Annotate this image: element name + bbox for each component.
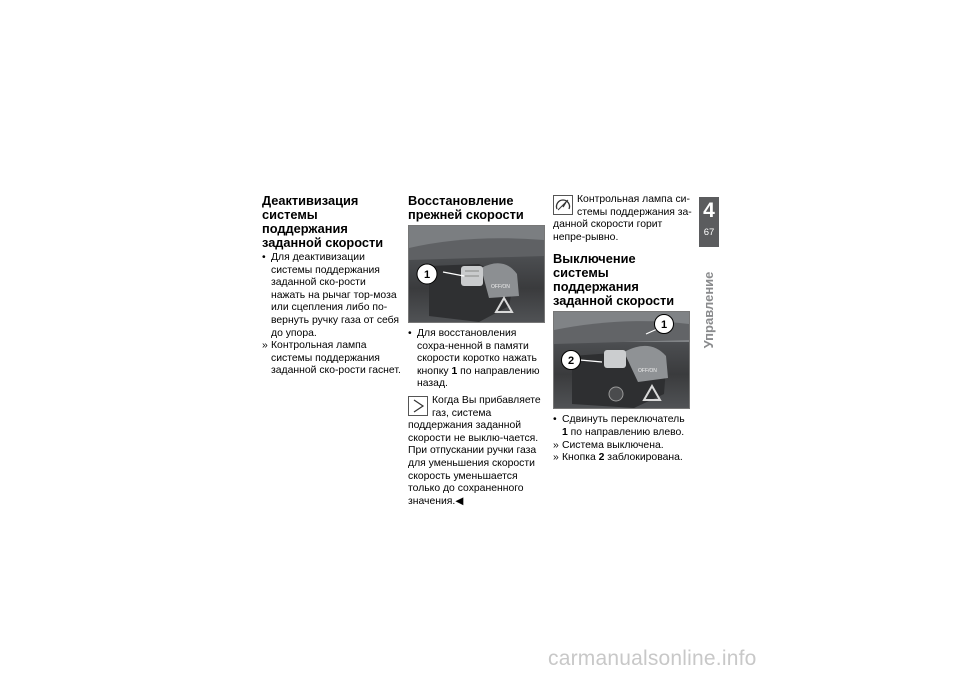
cruise-lamp-icon: [553, 195, 573, 215]
result-text: Система выключена.: [562, 439, 664, 451]
section-heading-resume: Восстановление прежней скорости: [408, 193, 524, 222]
instruction-text-post: по направлению влево.: [567, 426, 685, 438]
section-heading-switch-off: Выключение системы поддержания заданной скорости: [553, 251, 675, 309]
handlebar-photo-resume: [408, 225, 545, 323]
section-side-title: Управление: [701, 271, 716, 349]
chapter-tab: [699, 197, 719, 247]
result-mark: »: [553, 439, 559, 451]
lamp-note-block: [553, 194, 693, 244]
switch-label: OFF/ON: [638, 368, 657, 375]
instruction-text-pre: Сдвинуть переключатель: [562, 414, 685, 426]
watermark: carmanualsonline.info: [548, 647, 757, 670]
callout-1: 1: [660, 319, 668, 332]
result-mark: »: [553, 452, 559, 464]
result-text-post: заблокирована.: [604, 452, 683, 464]
switch-ref: 1: [562, 426, 568, 438]
page-number: 67: [703, 227, 715, 238]
button-ref: 1: [451, 365, 458, 377]
bullet-mark: •: [262, 252, 266, 263]
result-text: Контрольная лампа системы поддержания заданной ско-рости гаснет.: [271, 340, 401, 377]
instruction-text: Для деактивизации системы поддержания заданной ско-рости нажать на рычаг тор-моза или сцепления либо по-вернуть ручку газа от себя до упора.: [271, 252, 400, 339]
result-line-2: [553, 452, 693, 465]
result-line-1: [553, 440, 693, 453]
callout-1: 1: [423, 269, 431, 281]
instruction-bullet: [262, 252, 402, 340]
bullet-mark: •: [408, 328, 412, 339]
lamp-note-text: Контрольная лампа си-стемы поддержания за-данной скорости горит непре-рывно.: [553, 194, 692, 243]
instruction-text-post: по направлению назад.: [417, 365, 540, 390]
bullet-mark: •: [553, 414, 557, 426]
result-text-pre: Кнопка: [562, 452, 599, 464]
note-block: [408, 395, 548, 508]
chapter-number: 4: [703, 199, 715, 222]
triangle-note-icon: [408, 396, 428, 416]
end-mark: ◀: [455, 495, 464, 507]
instruction-bullet: [553, 414, 693, 439]
column-3: [553, 194, 693, 465]
handlebar-photo-switch-off: [553, 311, 690, 409]
section-heading-deactivation: Деактивизация системы поддержания заданной скорости: [262, 193, 384, 250]
switch-label: OFF/ON: [491, 284, 510, 290]
callout-2: 2: [567, 355, 575, 368]
column-2: [408, 194, 548, 508]
instruction-text-pre: Для восстановления сохра-ненной в памяти скорости коротко нажать кнопку: [417, 328, 537, 377]
button-ref: 2: [598, 452, 605, 464]
result-mark: »: [262, 340, 268, 352]
instruction-bullet: [408, 328, 548, 391]
result-line: [262, 340, 402, 378]
note-text: Когда Вы прибавляете газ, система поддержания заданной скорости не выклю-чается. При отпускании ручки газа для уменьшения скорости скорость уменьшается только до сохраненного значения.: [408, 394, 541, 507]
column-1: [262, 194, 402, 378]
